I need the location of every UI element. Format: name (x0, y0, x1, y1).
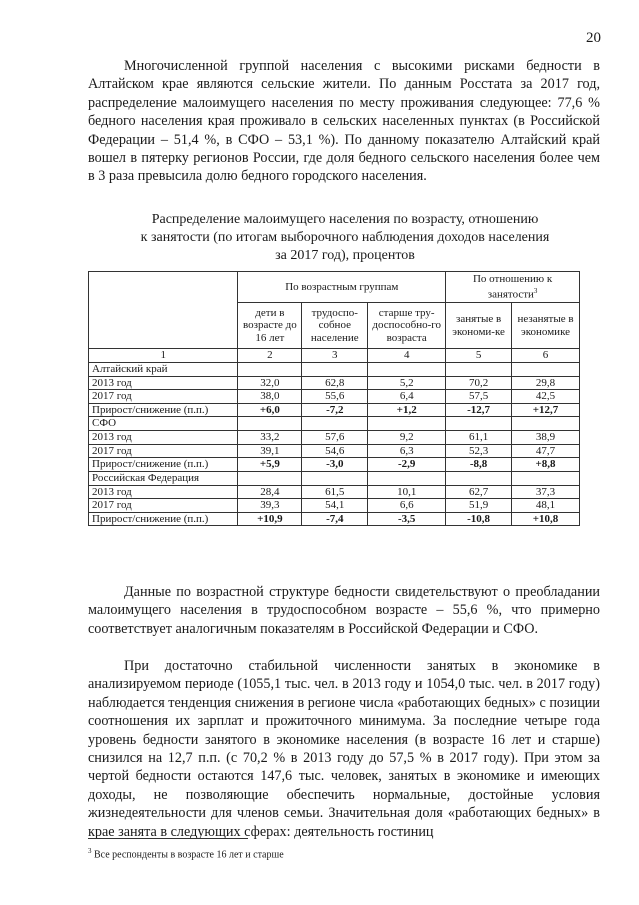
table-cell: 55,6 (302, 390, 368, 404)
header-employed: занятые в экономи-ке (446, 303, 512, 349)
table-cell: 61,5 (302, 485, 368, 499)
table-row (89, 403, 580, 417)
table-cell: 38,0 (238, 390, 302, 404)
row-label: 2013 год (89, 431, 238, 445)
table-cell: 29,8 (512, 376, 580, 390)
empty-cell (238, 362, 302, 376)
table-cell: 62,8 (302, 376, 368, 390)
header-unemployed: незанятые в экономике (512, 303, 580, 349)
table-cell: 6,3 (368, 444, 446, 458)
table-cell: 57,6 (302, 431, 368, 445)
row-label: 2013 год (89, 485, 238, 499)
row-label: Прирост/снижение (п.п.) (89, 512, 238, 526)
table-cell: 51,9 (446, 499, 512, 513)
table-cell: 70,2 (446, 376, 512, 390)
row-label: 2017 год (89, 499, 238, 513)
table-cell: 6,6 (368, 499, 446, 513)
table-row (89, 444, 580, 458)
table-row (89, 458, 580, 472)
table-cell: -8,8 (446, 458, 512, 472)
table-cell: +1,2 (368, 403, 446, 417)
page-number: 20 (586, 30, 601, 46)
empty-cell (302, 417, 368, 431)
paragraph-working-poor: При достаточно стабильной численности занятых в экономике в анализируемом периоде (1055,1 тыс. чел. в 2013 году и 1054,0 тыс. чел. в 2017 году) наблюдается тенденция снижения в регионе числа «работающих бедных» с позиции соотношения их зарплат и прожиточного минимума. За последние четыре года уровень бедности занятого в экономике населения (в возрасте 16 лет и старше) снизился на 12,7 п.п. (с 70,2 % в 2013 году до 57,5 % в 2017 году). При этом за чертой бедности остаются 147,6 тыс. человек, занятых в экономике и имеющих доходы, не позволяющие обеспечить нормальные, достойные условия жизнедеятельности для членов семьи. Значительная доля «работающих бедных» в крае занята в следующих сферах: деятельность гостиниц (88, 658, 600, 840)
table-cell: +5,9 (238, 458, 302, 472)
table-cell: +10,8 (512, 512, 580, 526)
empty-cell (512, 471, 580, 485)
table-cell: 61,1 (446, 431, 512, 445)
section-name: Алтайский край (89, 362, 238, 376)
table-row (89, 431, 580, 445)
empty-cell (302, 362, 368, 376)
table-cell: +6,0 (238, 403, 302, 417)
empty-cell (368, 471, 446, 485)
empty-cell (368, 417, 446, 431)
header-above-working-age: старше тру-доспособно-го возраста (368, 303, 446, 349)
table-row (89, 376, 580, 390)
table-cell: 38,9 (512, 431, 580, 445)
column-number: 2 (238, 349, 302, 363)
footnote-mark: 3 (88, 847, 92, 855)
row-label: 2017 год (89, 390, 238, 404)
table-row (89, 485, 580, 499)
empty-cell (238, 471, 302, 485)
table-cell: 6,4 (368, 390, 446, 404)
header-employment-group (446, 272, 580, 303)
empty-cell (368, 362, 446, 376)
table-cell: -3,0 (302, 458, 368, 472)
empty-cell (446, 362, 512, 376)
paragraph-rural-poverty: Многочисленной группой населения с высокими рисками бедности в Алтайском крае являются сельские жители. По данным Росстата за 2017 год, распределение малоимущего населения по месту проживания следующее: 77,6 % бедного населения края проживало в сельских населенных пунктах (в Российской Федерации – 51,4 %, в СФО – 53,1 %). По данному показателю Алтайский край вошел в пятерку регионов России, где доля бедного сельского населения более чем в 3 раза превысила долю бедного городского населения. (88, 58, 600, 185)
table-row (89, 499, 580, 513)
table-cell: 52,3 (446, 444, 512, 458)
table-caption (100, 211, 590, 265)
table-cell: +10,9 (238, 512, 302, 526)
table-caption-line-1: Распределение малоимущего населения по возрасту, отношению (151, 212, 539, 227)
table-cell: 10,1 (368, 485, 446, 499)
footnote (88, 847, 284, 860)
table-cell: 32,0 (238, 376, 302, 390)
column-number: 6 (512, 349, 580, 363)
table-cell: -7,2 (302, 403, 368, 417)
column-number: 4 (368, 349, 446, 363)
table-cell: 39,1 (238, 444, 302, 458)
table-cell: -10,8 (446, 512, 512, 526)
header-employment-label: По отношению к занятости (472, 272, 553, 301)
table-cell: 54,6 (302, 444, 368, 458)
empty-cell (446, 417, 512, 431)
table-cell: 47,7 (512, 444, 580, 458)
footnote-divider (88, 838, 248, 839)
table-cell: 28,4 (238, 485, 302, 499)
table-cell: 39,3 (238, 499, 302, 513)
column-number: 5 (446, 349, 512, 363)
table-cell: 9,2 (368, 431, 446, 445)
table-cell: 33,2 (238, 431, 302, 445)
table-row (89, 390, 580, 404)
table-cell: -7,4 (302, 512, 368, 526)
poverty-distribution-table (88, 271, 580, 526)
paragraph-age-structure: Данные по возрастной структуре бедности свидетельствуют о преобладании малоимущего населения в трудоспособном возрасте – 55,6 %, что примерно соответствует аналогичным показателям в Российской Федерации и СФО. (88, 584, 600, 637)
table-cell: -2,9 (368, 458, 446, 472)
table-cell: 5,2 (368, 376, 446, 390)
table-cell: -12,7 (446, 403, 512, 417)
table-row (89, 512, 580, 526)
empty-cell (302, 471, 368, 485)
table-cell: 54,1 (302, 499, 368, 513)
table-caption-line-2: к занятости (по итогам выборочного наблюдения доходов населения (140, 230, 550, 245)
section-name: СФО (89, 417, 238, 431)
column-number: 1 (89, 349, 238, 363)
row-label: Прирост/снижение (п.п.) (89, 403, 238, 417)
table-cell: 57,5 (446, 390, 512, 404)
empty-cell (238, 417, 302, 431)
table-cell: 62,7 (446, 485, 512, 499)
header-age-groups: По возрастным группам (238, 272, 446, 303)
table-cell: +12,7 (512, 403, 580, 417)
header-working-age: трудоспо-собное население (302, 303, 368, 349)
section-name: Российская Федерация (89, 471, 238, 485)
table-caption-line-3: за 2017 год), процентов (275, 248, 415, 263)
row-label: Прирост/снижение (п.п.) (89, 458, 238, 472)
table-cell: -3,5 (368, 512, 446, 526)
row-label: 2013 год (89, 376, 238, 390)
empty-cell (446, 471, 512, 485)
column-number: 3 (302, 349, 368, 363)
table-cell: +8,8 (512, 458, 580, 472)
header-children: дети в возрасте до 16 лет (238, 303, 302, 349)
footnote-text: Все респонденты в возрасте 16 лет и старше (94, 849, 284, 861)
empty-cell (512, 362, 580, 376)
empty-cell (512, 417, 580, 431)
header-blank-cell (89, 272, 238, 349)
table-cell: 48,1 (512, 499, 580, 513)
table-cell: 42,5 (512, 390, 580, 404)
footnote-ref: 3 (533, 287, 538, 296)
table-cell: 37,3 (512, 485, 580, 499)
row-label: 2017 год (89, 444, 238, 458)
